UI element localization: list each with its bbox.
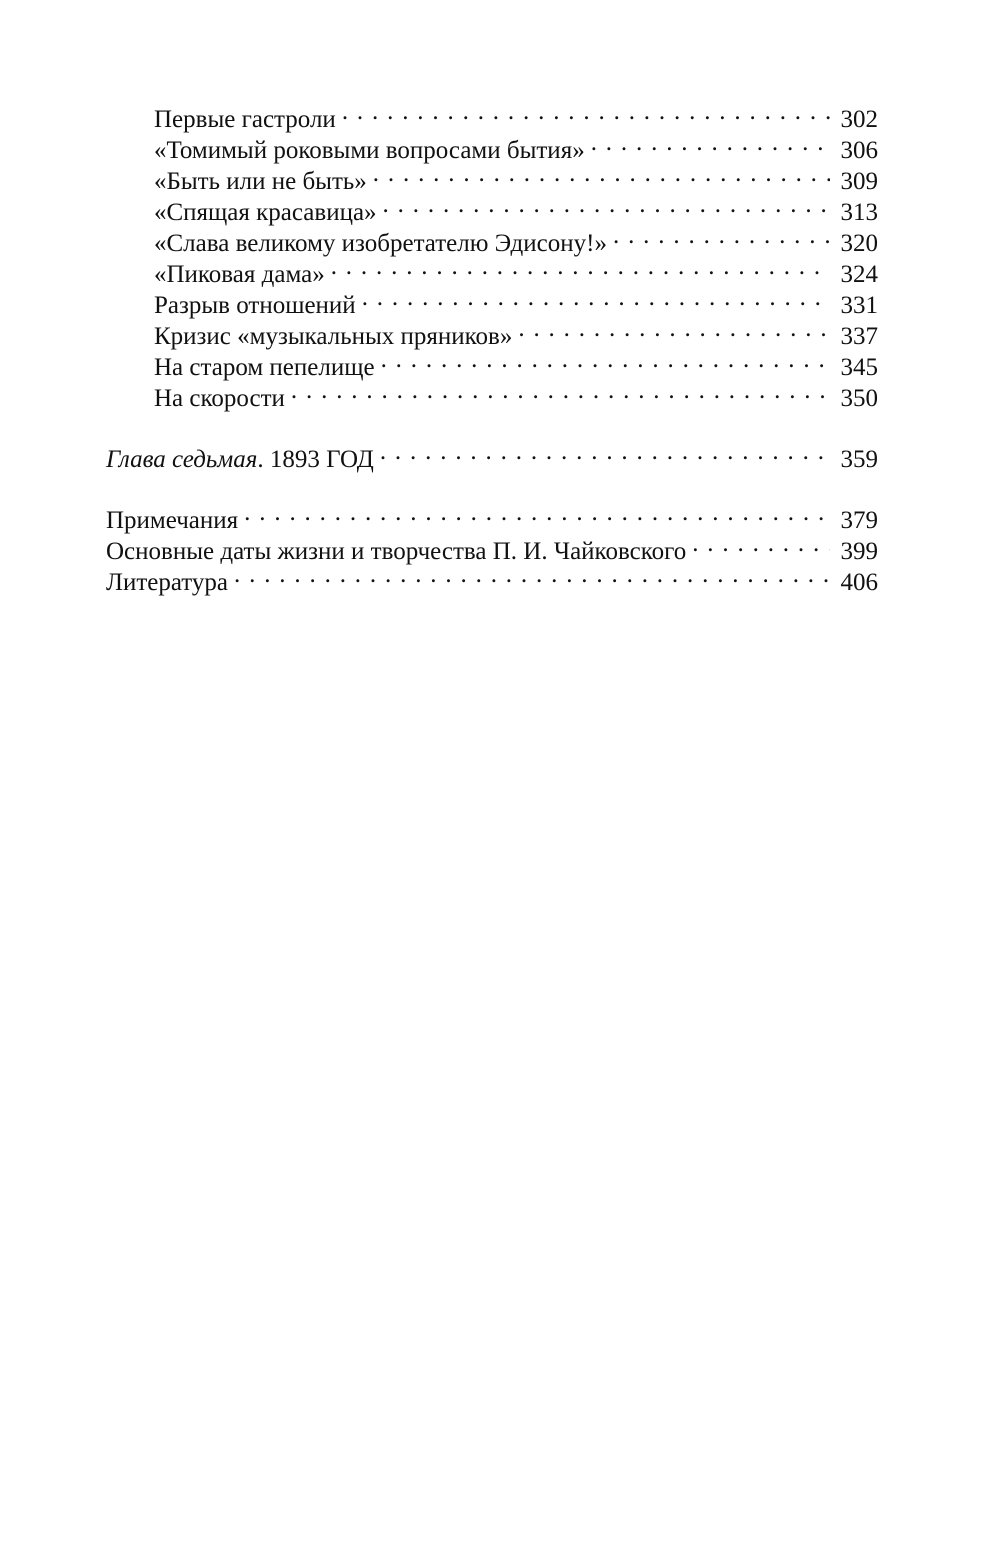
toc-appendix-entry[interactable] bbox=[106, 497, 878, 534]
toc-entry-page: 406 bbox=[840, 569, 878, 596]
toc-entry[interactable] bbox=[154, 375, 878, 412]
toc-entry-title: «Быть или не быть» bbox=[154, 168, 367, 195]
dot-leader bbox=[244, 497, 830, 528]
toc-entry-title: Кризис «музыкальных пряников» bbox=[154, 323, 513, 350]
chapter-name: . 1893 ГОД bbox=[257, 446, 374, 473]
toc-entry[interactable] bbox=[154, 158, 878, 195]
toc-entry-title: «Слава великому изобретателю Эдисону!» bbox=[154, 230, 607, 257]
toc-entry-title: «Пиковая дама» bbox=[154, 261, 325, 288]
toc-entry-title: «Томимый роковыми вопросами бытия» bbox=[154, 137, 585, 164]
dot-leader bbox=[342, 96, 830, 127]
toc-entry-page: 309 bbox=[840, 168, 878, 195]
dot-leader bbox=[362, 282, 830, 313]
toc-entry-page: 324 bbox=[840, 261, 878, 288]
toc-entry-page: 379 bbox=[840, 507, 878, 534]
toc-entry[interactable] bbox=[154, 127, 878, 164]
toc-chapter-entry[interactable] bbox=[106, 436, 878, 473]
toc-entry-title: Первые гастроли bbox=[154, 106, 336, 133]
toc-entry[interactable] bbox=[154, 96, 878, 133]
toc-entry[interactable] bbox=[154, 251, 878, 288]
toc-appendix-entry[interactable] bbox=[106, 528, 878, 565]
dot-leader bbox=[383, 189, 830, 220]
dot-leader bbox=[291, 375, 830, 406]
toc-entry-page: 306 bbox=[840, 137, 878, 164]
toc-entry-title: Разрыв отношений bbox=[154, 292, 356, 319]
toc-entry[interactable] bbox=[154, 220, 878, 257]
toc-entry[interactable] bbox=[154, 282, 878, 319]
dot-leader bbox=[692, 528, 830, 559]
dot-leader bbox=[234, 559, 830, 590]
toc-entry[interactable] bbox=[154, 189, 878, 226]
toc-entry-page: 302 bbox=[840, 106, 878, 133]
dot-leader bbox=[331, 251, 830, 282]
toc-entry-title: Литература bbox=[106, 569, 228, 596]
toc-entry-page: 359 bbox=[840, 446, 878, 473]
toc-entry-page: 350 bbox=[840, 385, 878, 412]
dot-leader bbox=[373, 158, 830, 189]
toc-entry-title: Примечания bbox=[106, 507, 239, 534]
dot-leader bbox=[518, 313, 830, 344]
dot-leader bbox=[381, 344, 830, 375]
toc-entry-title: «Спящая красавица» bbox=[154, 199, 377, 226]
toc-entry-page: 345 bbox=[840, 354, 878, 381]
dot-leader bbox=[380, 436, 830, 467]
dot-leader bbox=[613, 220, 830, 251]
toc-entry-page: 399 bbox=[840, 538, 878, 565]
toc-entry-page: 320 bbox=[840, 230, 878, 257]
toc-entry[interactable] bbox=[154, 344, 878, 381]
toc-entry-page: 331 bbox=[840, 292, 878, 319]
toc-entry-page: 337 bbox=[840, 323, 878, 350]
toc-appendix-entry[interactable] bbox=[106, 559, 878, 596]
toc-chapter-title bbox=[106, 444, 374, 475]
dot-leader bbox=[591, 127, 830, 158]
toc-entry-title: Основные даты жизни и творчества П. И. Чайковского bbox=[106, 538, 687, 565]
toc-entry-title: На скорости bbox=[154, 385, 285, 412]
chapter-label: Глава седьмая bbox=[106, 446, 258, 473]
toc-entry-title: На старом пепелище bbox=[154, 354, 375, 381]
toc-entry[interactable] bbox=[154, 313, 878, 350]
toc-entry-page: 313 bbox=[840, 199, 878, 226]
